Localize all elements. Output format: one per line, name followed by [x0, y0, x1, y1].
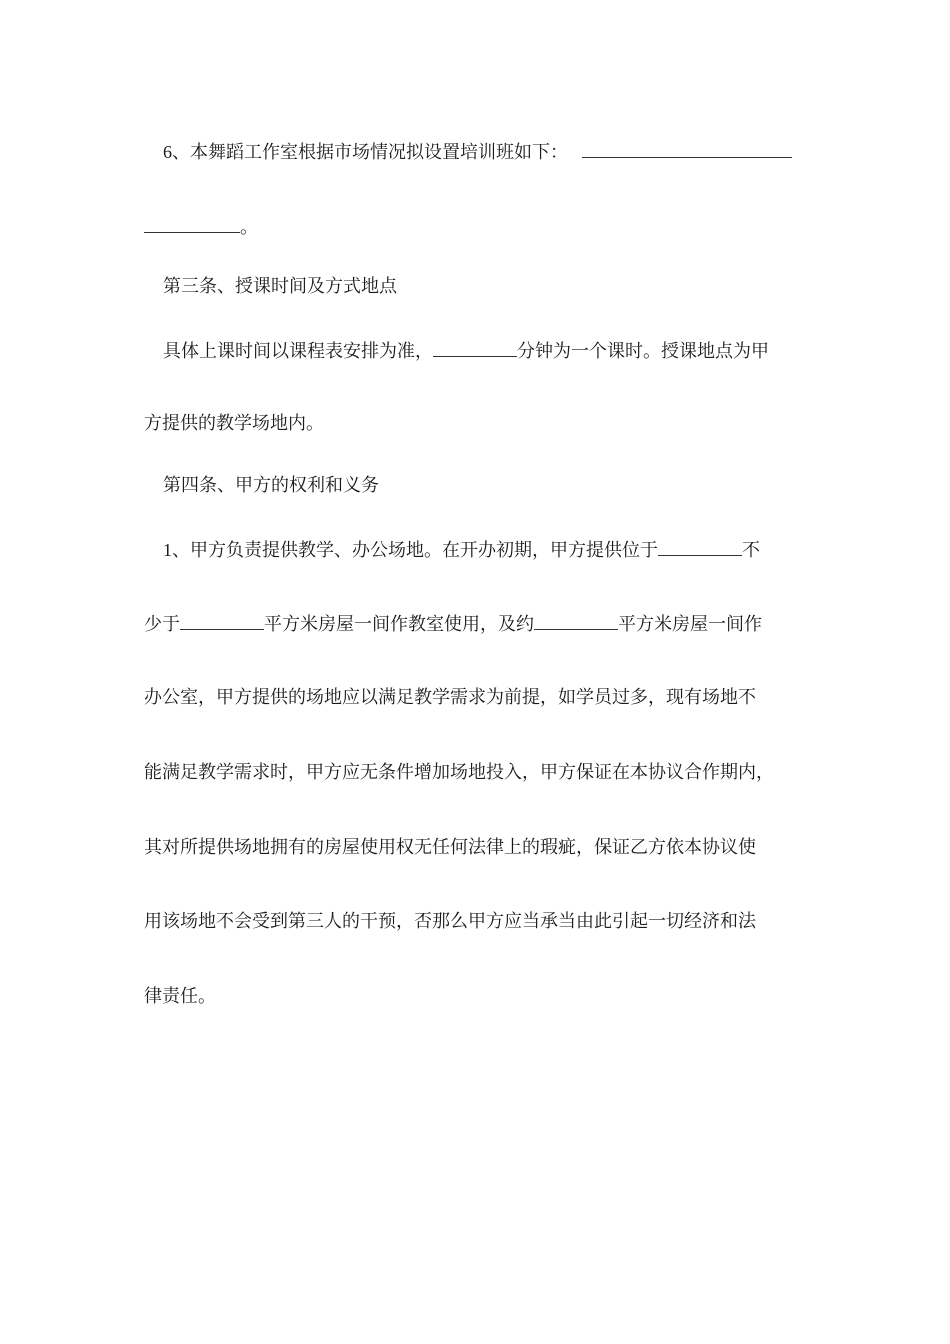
article-4-line: 能满足教学需求时，甲方应无条件增加场地投入，甲方保证在本协议合作期内，	[144, 762, 774, 783]
fill-in-blank	[180, 611, 264, 630]
fill-in-blank	[582, 139, 792, 158]
end-mark: 。	[240, 217, 258, 238]
article-4-line: 其对所提供场地拥有的房屋使用权无任何法律上的瑕疵，保证乙方依本协议使	[144, 837, 756, 858]
paragraph-text: 、甲方负责提供教学、办公场地。在开办初期，甲方提供位于	[172, 540, 658, 561]
item-number: 1	[163, 540, 172, 560]
paragraph-text: 不	[742, 540, 760, 561]
item-6-continuation	[144, 214, 258, 240]
article-3-paragraph-line: 方提供的教学场地内。	[144, 413, 324, 434]
paragraph-text: 平方米房屋一间作教室使用，及约	[264, 614, 534, 635]
article-4-line: 用该场地不会受到第三人的干预，否那么甲方应当承当由此引起一切经济和法	[144, 911, 756, 932]
article-3-heading: 第三条、授课时间及方式地点	[163, 276, 397, 297]
article-4-heading: 第四条、甲方的权利和义务	[163, 475, 379, 496]
article-4-line	[144, 611, 762, 637]
item-text: 、本舞蹈工作室根据市场情况拟设置培训班如下：	[172, 142, 568, 163]
paragraph-text: 具体上课时间以课程表安排为准，	[163, 341, 433, 362]
article-4-line: 办公室，甲方提供的场地应以满足教学需求为前提，如学员过多，现有场地不	[144, 687, 756, 708]
fill-in-blank	[144, 214, 240, 233]
item-6-line	[163, 139, 792, 165]
fill-in-blank	[534, 611, 618, 630]
paragraph-text: 平方米房屋一间作	[618, 614, 762, 635]
item-number: 6	[163, 142, 172, 162]
paragraph-text: 少于	[144, 614, 180, 635]
fill-in-blank	[658, 537, 742, 556]
article-4-line	[163, 537, 760, 563]
article-4-line: 律责任。	[144, 986, 216, 1007]
fill-in-blank	[433, 338, 517, 357]
paragraph-text: 分钟为一个课时。授课地点为甲	[517, 341, 769, 362]
article-3-paragraph-line	[163, 338, 769, 364]
